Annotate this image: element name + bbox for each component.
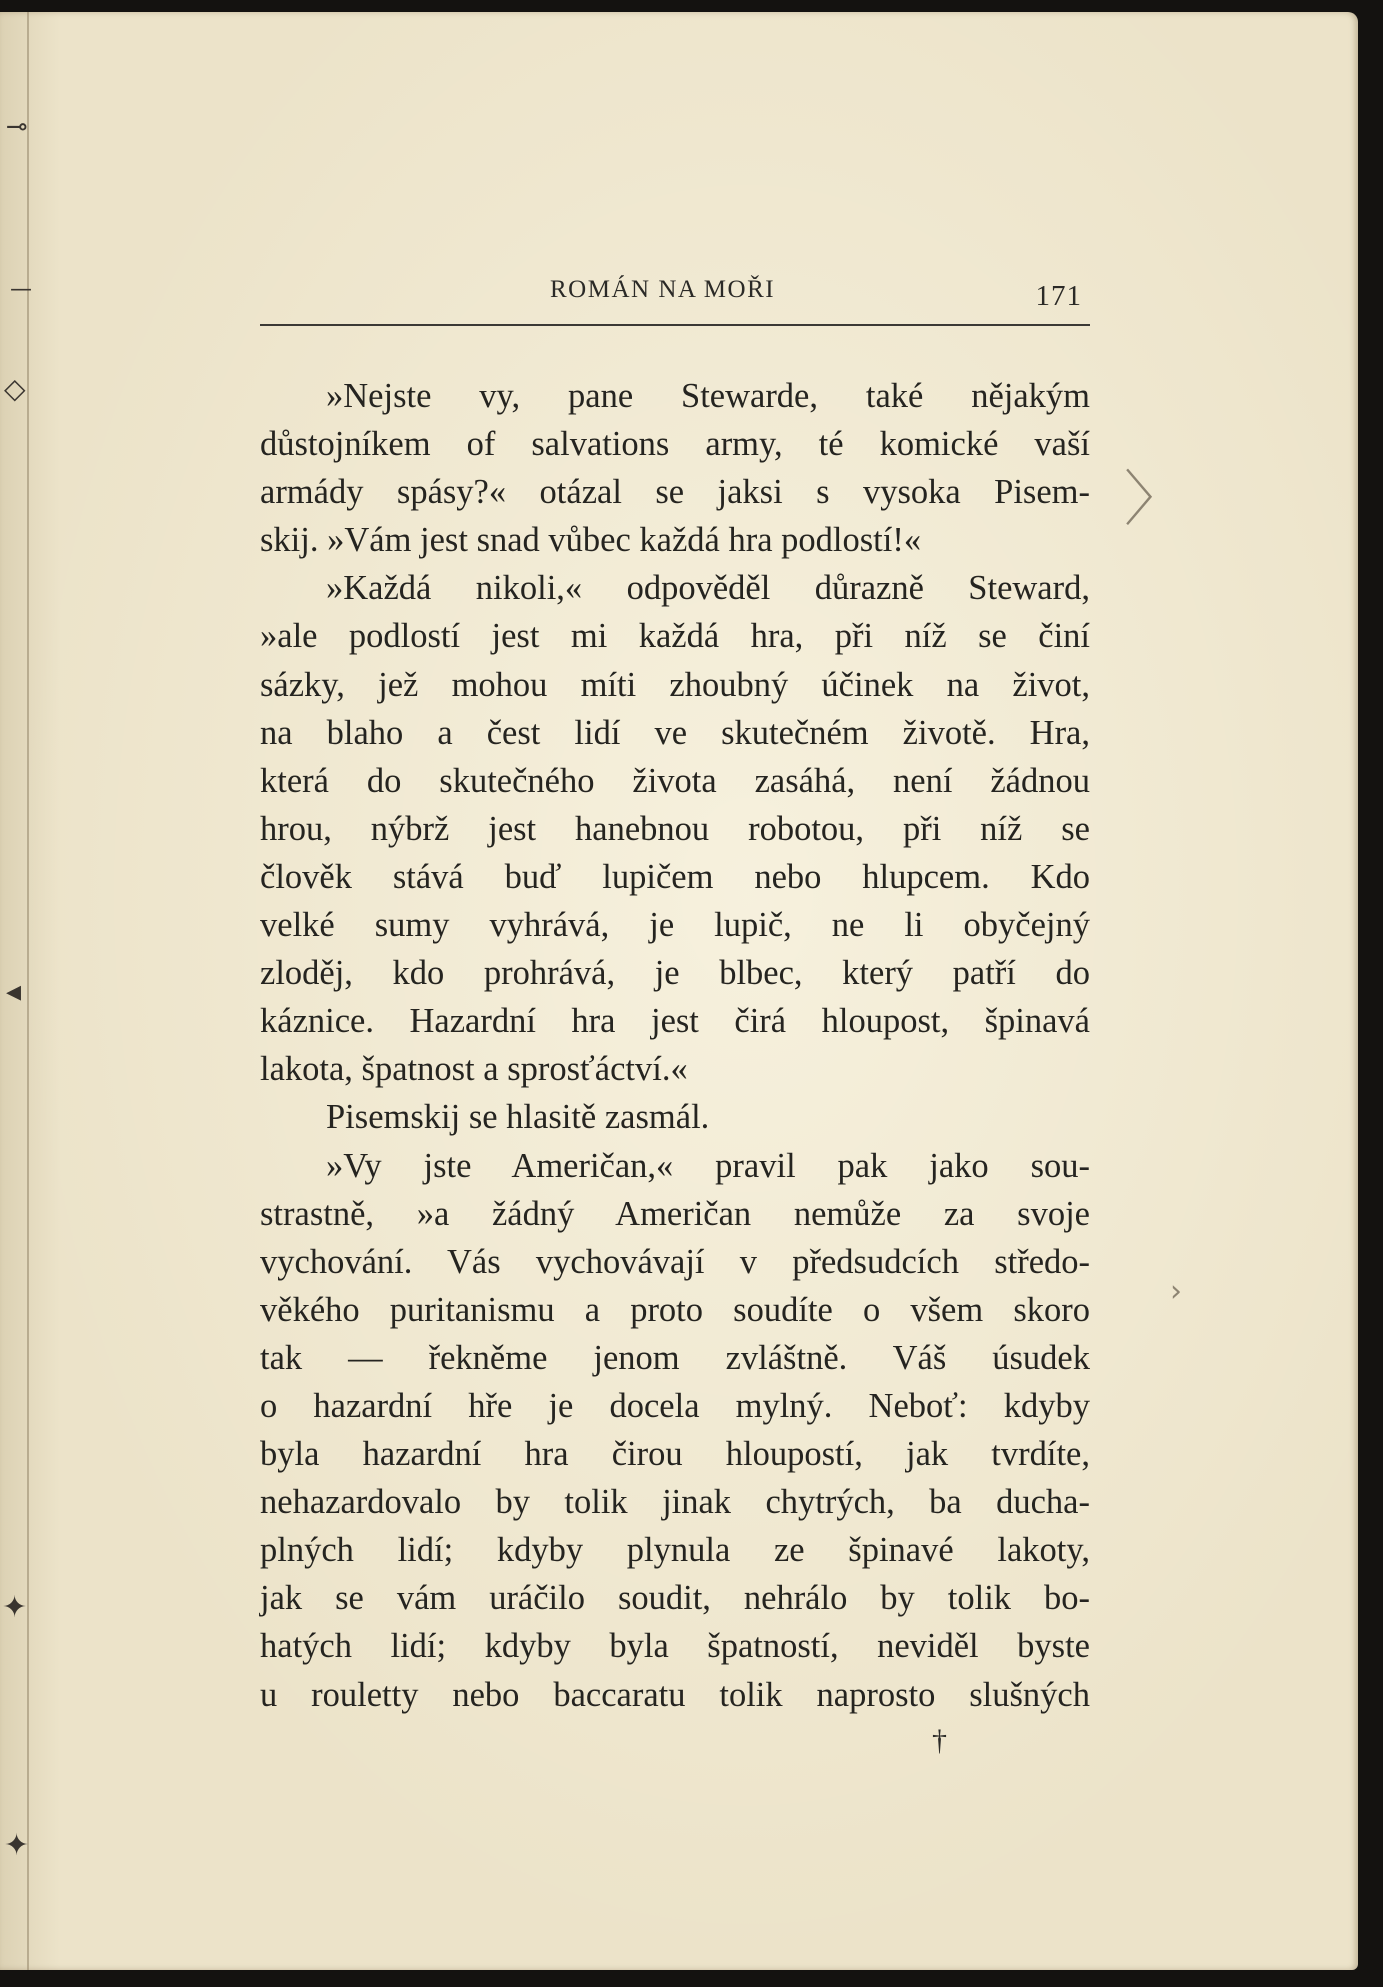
text-line: armády spásy?« otázal se jaksi s vysoka Pisem-	[260, 473, 1090, 512]
text-line: u rouletty nebo baccaratu tolik naprosto slušných	[260, 1675, 1090, 1714]
text-line: byla hazardní hra čirou hloupostí, jak tvrdíte,	[260, 1435, 1090, 1474]
text-line: plných lidí; kdyby plynula ze špinavé lakoty,	[260, 1531, 1090, 1570]
text-line: »Nejste vy, pane Stewarde, také nějakým	[326, 377, 1090, 415]
binding-thread-mark: ⊸	[6, 112, 28, 142]
text-line: důstojníkem of salvations army, té komické vaší	[260, 425, 1090, 464]
running-header	[260, 270, 1090, 326]
text-line: skij. »Vám jest snad vůbec každá hra podlostí!«	[260, 521, 922, 560]
binding-thread-mark: ◇	[4, 372, 26, 405]
text-line: lakota, špatnost a sprosťáctví.«	[260, 1050, 688, 1089]
text-line: zloděj, kdo prohrává, je blbec, který patří do	[260, 954, 1090, 993]
page-number: 171	[1035, 280, 1082, 312]
text-line: nehazardovalo by tolik jinak chytrých, ba ducha-	[260, 1483, 1090, 1522]
text-line: »ale podlostí jest mi každá hra, při níž se činí	[260, 617, 1090, 656]
text-line: na blaho a čest lidí ve skutečném životě. Hra,	[260, 713, 1090, 752]
text-line: velké sumy vyhrává, je lupič, ne li obyčejný	[260, 906, 1090, 945]
text-line: strastně, »a žádný Američan nemůže za svoje	[260, 1194, 1090, 1233]
text-line: člověk stává buď lupičem nebo hlupcem. Kdo	[260, 857, 1090, 896]
text-line: tak — řekněme jenom zvláštně. Váš úsudek	[260, 1338, 1090, 1377]
binding-thread-mark: ✦	[2, 1590, 28, 1625]
book-page	[0, 12, 1358, 1970]
running-title: ROMÁN NA MOŘI	[550, 276, 776, 303]
text-line: která do skutečného života zasáhá, není žádnou	[260, 761, 1090, 800]
text-line: sázky, jež mohou míti zhoubný účinek na život,	[260, 665, 1090, 704]
binding-thread-mark: ✦	[4, 1828, 30, 1863]
gutter-fold-line	[27, 12, 29, 1970]
text-line: káznice. Hazardní hra jest čirá hloupost, špinavá	[260, 1002, 1090, 1041]
text-line: Pisemskij se hlasitě zasmál.	[326, 1098, 710, 1137]
text-line: vychování. Vás vychovávají v předsudcích středo-	[260, 1242, 1090, 1281]
body-text	[260, 372, 1090, 1719]
margin-bracket-mark: 〉	[1124, 465, 1184, 535]
margin-bracket-mark: ›	[1170, 1274, 1182, 1309]
text-line: hatých lidí; kdyby byla špatností, neviděl byste	[260, 1627, 1090, 1666]
text-line: hrou, nýbrž jest hanebnou robotou, při níž se	[260, 809, 1090, 848]
text-line: »Vy jste Američan,« pravil pak jako sou-	[326, 1146, 1090, 1185]
text-line: »Každá nikoli,« odpověděl důrazně Steward,	[326, 569, 1090, 608]
binding-thread-mark: —	[10, 277, 32, 302]
text-line: jak se vám uráčilo soudit, nehrálo by tolik bo-	[260, 1579, 1090, 1618]
binding-thread-mark: ◂	[6, 974, 22, 1009]
text-line: o hazardní hře je docela mylný. Neboť: kdyby	[260, 1386, 1090, 1425]
signature-mark: †	[932, 1724, 947, 1757]
text-line: věkého puritanismu a proto soudíte o všem skoro	[260, 1290, 1090, 1329]
